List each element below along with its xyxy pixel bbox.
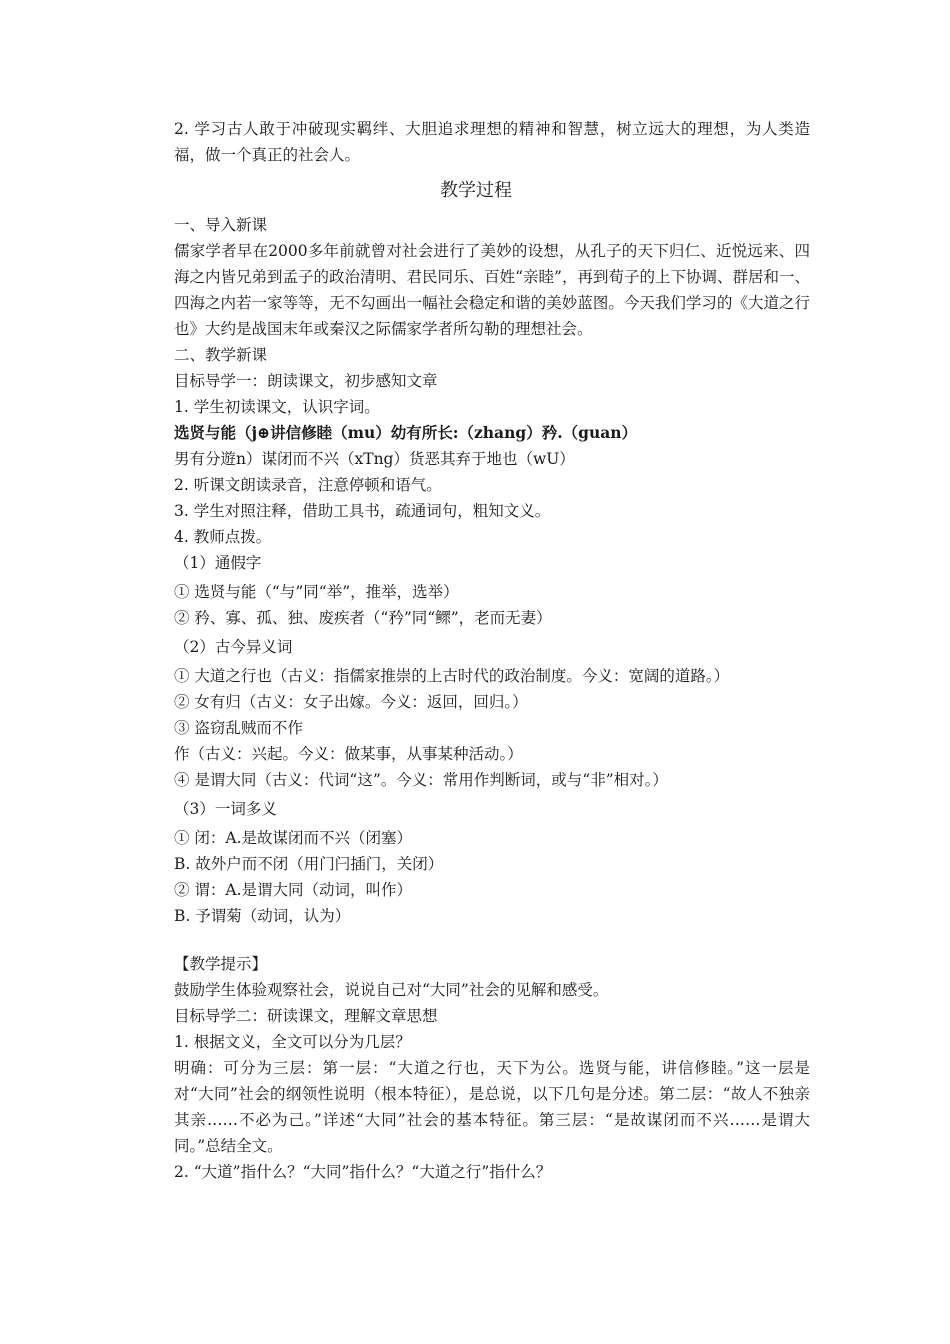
pronunciation-line-1: 选贤与能（j⊕讲信修睦（mu）幼有所长:（zhang）矜.（guan） bbox=[174, 423, 638, 442]
pronunciation-line-2: 男有分遊n）谋闭而不兴（xTng）货恶其弃于地也（wU） bbox=[174, 450, 575, 468]
list-item: ③ 盗窃乱贼而不作 bbox=[174, 719, 303, 737]
list-item: 作（古义：兴起。今义：做某事，从事某种活动。） bbox=[174, 745, 523, 763]
list-item: ① 闭：A.是故谋闭而不兴（闭塞） bbox=[174, 829, 413, 847]
target-2: 目标导学二：研读课文，理解文章思想 bbox=[174, 1007, 438, 1025]
step-2: 2. 听课文朗读录音，注意停顿和语气。 bbox=[174, 476, 442, 494]
tip-heading: 【教学提示】 bbox=[174, 955, 268, 973]
answer-1: 明确：可分为三层：第一层：“大道之行也，天下为公。选贤与能，讲信修睦。”这一层是对“大同”社会的纲领性说明（根本特征），是总说，以下几句是分述。第二层：“故人不独亲其亲……不必为己。”详述“大同”社会的基本特征。第三层：“是故谋闭而不兴……是谓大同。”总结全文。 bbox=[174, 1059, 810, 1155]
part1-heading: 一、导入新课 bbox=[174, 216, 268, 234]
list-item: B. 予谓菊（动词，认为） bbox=[174, 907, 351, 925]
list-item: ② 矜、寡、孤、独、废疾者（“矜”同“鳏”，老而无妻） bbox=[174, 609, 552, 627]
list-item: ② 女有归（古义：女子出嫁。今义：返回，回归。） bbox=[174, 693, 528, 711]
intro-paragraph: 儒家学者早在2000多年前就曾对社会进行了美妙的设想，从孔子的天下归仁、近悦远来、四海之内皆兄弟到孟子的政治清明、君民同乐、百姓“亲睦”，再到荀子的上下协调、群居和一、四海之内若一家等等，无不勾画出一幅社会稳定和谐的美妙蓝图。今天我们学习的《大道之行也》大约是战国末年或秦汉之际儒家学者所勾勒的理想社会。 bbox=[174, 242, 810, 338]
document-page bbox=[142, 116, 810, 1185]
sub-heading-2: （2）古今异义词 bbox=[174, 638, 293, 656]
step-1: 1. 学生初读课文，认识字词。 bbox=[174, 398, 380, 416]
goal-2: 2. 学习古人敢于冲破现实羁绊、大胆追求理想的精神和智慧，树立远大的理想，为人类造福，做一个真正的社会人。 bbox=[174, 120, 810, 164]
list-item: ④ 是谓大同（古义：代词“这”。今义：常用作判断词，或与“非”相对。） bbox=[174, 771, 668, 789]
question-2: 2. “大道”指什么？“大同”指什么？“大道之行”指什么？ bbox=[174, 1163, 552, 1181]
list-item: B. 故外户而不闭（用门闩插门，关闭） bbox=[174, 855, 444, 873]
list-item: ① 选贤与能（“与”同“举”，推举，选举） bbox=[174, 583, 459, 601]
step-3: 3. 学生对照注释，借助工具书，疏通词句，粗知文义。 bbox=[174, 502, 551, 520]
sub-heading-3: （3）一词多义 bbox=[174, 800, 277, 818]
step-4: 4. 教师点拨。 bbox=[174, 528, 272, 546]
list-item: ① 大道之行也（古义：指儒家推崇的上古时代的政治制度。今义：宽阔的道路。） bbox=[174, 667, 730, 685]
question-1: 1. 根据文义，全文可以分为几层？ bbox=[174, 1033, 411, 1051]
sub-heading-1: （1）通假字 bbox=[174, 554, 262, 572]
tip-text: 鼓励学生体验观察社会，说说自己对“大同”社会的见解和感受。 bbox=[174, 981, 609, 999]
target-1: 目标导学一：朗读课文，初步感知文章 bbox=[174, 372, 438, 390]
part2-heading: 二、教学新课 bbox=[174, 346, 268, 364]
list-item: ② 谓：A.是谓大同（动词，叫作） bbox=[174, 881, 413, 899]
section-title: 教学过程 bbox=[440, 180, 512, 201]
